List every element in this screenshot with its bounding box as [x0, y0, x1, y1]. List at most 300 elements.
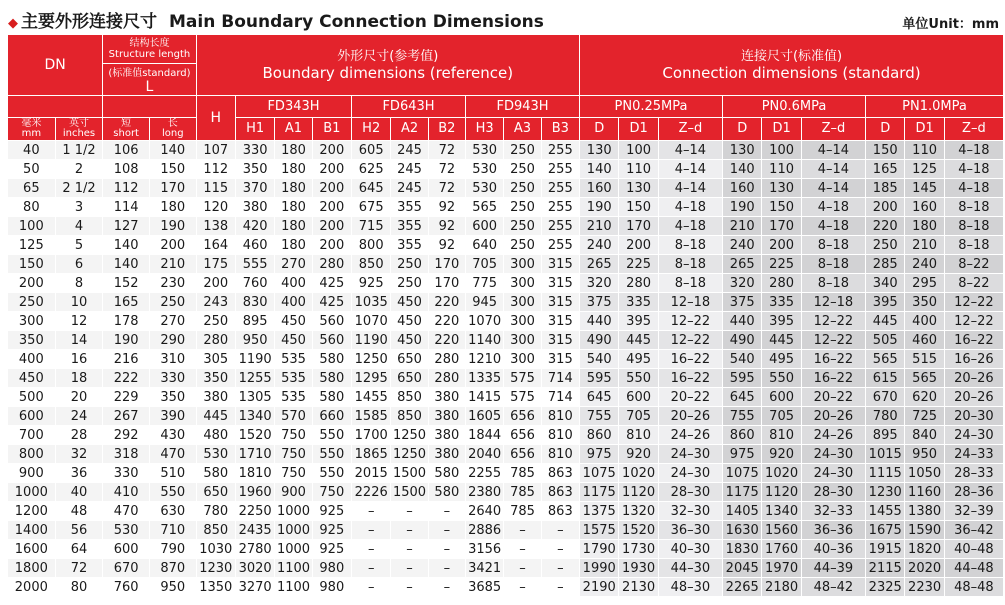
- structure-std-label: (标准值standard): [108, 68, 191, 79]
- table-row: [8, 293, 1004, 312]
- table-cell: 920: [619, 445, 658, 464]
- table-cell: 150: [619, 198, 658, 217]
- table-cell: 565: [866, 350, 905, 369]
- table-cell: 65: [8, 179, 56, 198]
- connection-header: [580, 35, 1004, 96]
- table-cell: 600: [465, 217, 503, 236]
- table-cell: 315: [541, 331, 579, 350]
- table-cell: 220: [866, 217, 905, 236]
- table-cell: 1140: [465, 331, 503, 350]
- table-cell: 315: [541, 293, 579, 312]
- table-cell: 170: [428, 274, 465, 293]
- title-en: Main Boundary Connection Dimensions: [169, 12, 544, 32]
- table-cell: 2130: [619, 578, 658, 597]
- table-cell: 600: [103, 540, 150, 559]
- table-cell: 656: [504, 426, 541, 445]
- table-cell: –: [352, 540, 391, 559]
- table-cell: 895: [866, 426, 905, 445]
- table-cell: 575: [504, 369, 541, 388]
- table-cell: 300: [504, 255, 541, 274]
- table-cell: 125: [905, 160, 944, 179]
- table-cell: 160: [580, 179, 619, 198]
- table-cell: 185: [866, 179, 905, 198]
- sub-header: D1: [905, 118, 944, 141]
- sub-header: D: [723, 118, 762, 141]
- table-cell: 1250: [352, 350, 391, 369]
- table-cell: 106: [103, 141, 150, 160]
- table-cell: 1015: [866, 445, 905, 464]
- table-cell: 130: [580, 141, 619, 160]
- table-cell: 755: [580, 407, 619, 426]
- table-cell: –: [352, 559, 391, 578]
- table-cell: 335: [619, 293, 658, 312]
- table-cell: 92: [428, 236, 465, 255]
- table-cell: 410: [103, 483, 150, 502]
- table-cell: 114: [103, 198, 150, 217]
- table-cell: 850: [196, 521, 235, 540]
- table-cell: 925: [312, 540, 351, 559]
- table-cell: 810: [762, 426, 801, 445]
- table-cell: 178: [103, 312, 150, 331]
- table-cell: 1100: [275, 559, 312, 578]
- sub-header: A3: [504, 118, 541, 141]
- table-cell: 1605: [465, 407, 503, 426]
- table-cell: 305: [196, 350, 235, 369]
- table-cell: 180: [275, 236, 312, 255]
- table-cell: 200: [149, 236, 196, 255]
- table-cell: 2020: [905, 559, 944, 578]
- table-cell: 4–14: [658, 179, 722, 198]
- table-cell: 8–18: [658, 236, 722, 255]
- table-cell: 535: [275, 369, 312, 388]
- table-cell: 580: [312, 369, 351, 388]
- table-cell: 24–26: [658, 426, 722, 445]
- table-cell: 380: [235, 198, 274, 217]
- fd343h-header: FD343H: [235, 96, 351, 118]
- table-cell: 980: [312, 578, 351, 597]
- table-cell: 24–30: [801, 445, 865, 464]
- table-cell: 760: [103, 578, 150, 597]
- sub-header: B1: [312, 118, 351, 141]
- table-cell: 2045: [723, 559, 762, 578]
- table-cell: 3020: [235, 559, 274, 578]
- table-cell: 44–30: [658, 559, 722, 578]
- table-cell: 110: [762, 160, 801, 179]
- table-cell: 36–36: [801, 521, 865, 540]
- table-cell: 190: [103, 331, 150, 350]
- table-cell: 2226: [352, 483, 391, 502]
- table-cell: 1120: [762, 483, 801, 502]
- table-cell: 714: [541, 369, 579, 388]
- table-cell: 2325: [866, 578, 905, 597]
- table-cell: 1400: [8, 521, 56, 540]
- table-cell: 245: [391, 141, 428, 160]
- table-cell: 1630: [723, 521, 762, 540]
- table-cell: 470: [149, 445, 196, 464]
- table-cell: 36: [55, 464, 103, 483]
- table-cell: 150: [149, 160, 196, 179]
- table-cell: 265: [723, 255, 762, 274]
- boundary-header: [196, 35, 579, 96]
- table-cell: 4: [55, 217, 103, 236]
- table-cell: 330: [149, 369, 196, 388]
- table-cell: 210: [905, 236, 944, 255]
- table-cell: 108: [103, 160, 150, 179]
- table-cell: 450: [8, 369, 56, 388]
- table-cell: 750: [275, 426, 312, 445]
- table-cell: –: [352, 502, 391, 521]
- table-cell: 1585: [352, 407, 391, 426]
- table-cell: 1000: [275, 521, 312, 540]
- table-cell: 565: [465, 198, 503, 217]
- table-cell: 12–18: [801, 293, 865, 312]
- table-cell: 1960: [235, 483, 274, 502]
- table-cell: 150: [8, 255, 56, 274]
- table-cell: 580: [428, 464, 465, 483]
- table-cell: 850: [391, 388, 428, 407]
- sub-header: B2: [428, 118, 465, 141]
- table-cell: 20–26: [801, 407, 865, 426]
- table-cell: 2180: [762, 578, 801, 597]
- table-cell: 450: [275, 312, 312, 331]
- table-cell: 800: [352, 236, 391, 255]
- table-cell: 210: [149, 255, 196, 274]
- table-cell: 535: [275, 350, 312, 369]
- long-cn: 长: [167, 118, 178, 129]
- table-cell: 295: [905, 274, 944, 293]
- table-cell: 1175: [723, 483, 762, 502]
- table-row: [8, 559, 1004, 578]
- table-cell: 705: [762, 407, 801, 426]
- table-cell: 180: [275, 160, 312, 179]
- table-cell: 440: [580, 312, 619, 331]
- table-cell: 16–22: [801, 369, 865, 388]
- table-cell: 2380: [465, 483, 503, 502]
- table-cell: 1415: [465, 388, 503, 407]
- table-cell: 640: [465, 236, 503, 255]
- table-cell: 250: [504, 141, 541, 160]
- table-cell: 315: [541, 255, 579, 274]
- table-cell: 130: [619, 179, 658, 198]
- table-cell: 390: [149, 407, 196, 426]
- table-cell: 1590: [905, 521, 944, 540]
- table-cell: 1350: [196, 578, 235, 597]
- table-row: [8, 483, 1004, 502]
- table-cell: 580: [428, 483, 465, 502]
- sub-header: D1: [762, 118, 801, 141]
- table-cell: 1820: [905, 540, 944, 559]
- table-cell: 950: [905, 445, 944, 464]
- table-cell: 445: [619, 331, 658, 350]
- table-cell: 530: [103, 521, 150, 540]
- table-cell: 4–14: [801, 141, 865, 160]
- table-cell: 280: [196, 331, 235, 350]
- table-cell: 255: [541, 217, 579, 236]
- table-cell: 530: [465, 160, 503, 179]
- table-cell: –: [541, 521, 579, 540]
- table-cell: 250: [391, 274, 428, 293]
- table-cell: 600: [762, 388, 801, 407]
- table-cell: 222: [103, 369, 150, 388]
- table-cell: 2230: [905, 578, 944, 597]
- table-cell: 1760: [762, 540, 801, 559]
- table-cell: 40–36: [801, 540, 865, 559]
- table-cell: 250: [8, 293, 56, 312]
- table-cell: 255: [541, 141, 579, 160]
- table-cell: 395: [866, 293, 905, 312]
- table-cell: 750: [275, 464, 312, 483]
- table-cell: 115: [196, 179, 235, 198]
- table-cell: 180: [275, 141, 312, 160]
- table-cell: 1075: [580, 464, 619, 483]
- table-cell: 12–22: [801, 312, 865, 331]
- table-cell: –: [352, 521, 391, 540]
- table-cell: 670: [866, 388, 905, 407]
- table-cell: 245: [391, 179, 428, 198]
- table-cell: 8–18: [801, 274, 865, 293]
- table-cell: 80: [8, 198, 56, 217]
- boundary-cn: 外形尺寸(参考值): [337, 49, 439, 64]
- table-cell: 164: [196, 236, 235, 255]
- table-cell: 450: [275, 331, 312, 350]
- table-cell: 127: [103, 217, 150, 236]
- table-cell: 292: [103, 426, 150, 445]
- table-cell: 1230: [196, 559, 235, 578]
- table-cell: 200: [196, 274, 235, 293]
- table-cell: 92: [428, 198, 465, 217]
- table-cell: 36–42: [944, 521, 1003, 540]
- table-cell: 860: [723, 426, 762, 445]
- table-cell: 925: [352, 274, 391, 293]
- table-cell: 220: [428, 312, 465, 331]
- table-cell: 510: [149, 464, 196, 483]
- table-cell: 350: [235, 160, 274, 179]
- table-cell: 300: [504, 274, 541, 293]
- l-spacer: [103, 96, 196, 118]
- dimensions-table: [7, 34, 1004, 597]
- table-cell: 420: [235, 217, 274, 236]
- table-cell: 495: [619, 350, 658, 369]
- table-cell: 675: [352, 198, 391, 217]
- table-cell: 28–30: [658, 483, 722, 502]
- table-cell: 300: [504, 293, 541, 312]
- table-cell: 130: [723, 141, 762, 160]
- sub-header: Z–d: [944, 118, 1003, 141]
- table-cell: 4–18: [944, 141, 1003, 160]
- table-cell: 1865: [352, 445, 391, 464]
- dn-header: DN: [8, 35, 103, 96]
- table-cell: 550: [312, 426, 351, 445]
- table-cell: 200: [312, 179, 351, 198]
- table-cell: 4–18: [801, 198, 865, 217]
- table-cell: 8–18: [658, 274, 722, 293]
- table-cell: 280: [762, 274, 801, 293]
- table-cell: 1340: [235, 407, 274, 426]
- table-cell: –: [391, 521, 428, 540]
- table-cell: 800: [8, 445, 56, 464]
- table-cell: 40: [55, 483, 103, 502]
- sub-header: H1: [235, 118, 274, 141]
- table-cell: 1405: [723, 502, 762, 521]
- table-row: [8, 160, 1004, 179]
- table-cell: 44–48: [944, 559, 1003, 578]
- table-cell: 48: [55, 502, 103, 521]
- table-cell: 8–22: [944, 255, 1003, 274]
- table-cell: 230: [149, 274, 196, 293]
- table-cell: 16–22: [801, 350, 865, 369]
- table-cell: 1000: [275, 540, 312, 559]
- table-cell: 138: [196, 217, 235, 236]
- table-cell: 810: [541, 426, 579, 445]
- table-cell: 216: [103, 350, 150, 369]
- table-cell: –: [391, 559, 428, 578]
- table-cell: 1000: [275, 502, 312, 521]
- table-row: [8, 521, 1004, 540]
- table-cell: 265: [580, 255, 619, 274]
- table-cell: 850: [352, 255, 391, 274]
- table-cell: 540: [723, 350, 762, 369]
- table-cell: 500: [8, 388, 56, 407]
- table-cell: –: [428, 540, 465, 559]
- table-cell: 580: [312, 350, 351, 369]
- table-cell: 180: [275, 198, 312, 217]
- table-cell: 8–22: [944, 274, 1003, 293]
- table-cell: 430: [149, 426, 196, 445]
- table-cell: 645: [580, 388, 619, 407]
- connection-cn: 连接尺寸(标准值): [740, 49, 843, 64]
- table-cell: 555: [235, 255, 274, 274]
- table-cell: 460: [905, 331, 944, 350]
- table-cell: 160: [723, 179, 762, 198]
- table-cell: 280: [428, 369, 465, 388]
- table-cell: 12–18: [658, 293, 722, 312]
- table-cell: 14: [55, 331, 103, 350]
- table-cell: 315: [541, 312, 579, 331]
- table-cell: 300: [504, 331, 541, 350]
- table-cell: 860: [580, 426, 619, 445]
- table-cell: 1160: [905, 483, 944, 502]
- table-cell: 950: [149, 578, 196, 597]
- table-row: [8, 540, 1004, 559]
- table-cell: 375: [723, 293, 762, 312]
- table-cell: 28–30: [801, 483, 865, 502]
- table-cell: 267: [103, 407, 150, 426]
- table-cell: 350: [8, 331, 56, 350]
- table-cell: 4–18: [944, 179, 1003, 198]
- table-row: [8, 578, 1004, 597]
- pn025-header: PN0.25MPa: [580, 96, 723, 118]
- table-cell: 670: [103, 559, 150, 578]
- table-cell: 320: [723, 274, 762, 293]
- table-cell: 50: [8, 160, 56, 179]
- table-cell: 300: [8, 312, 56, 331]
- table-cell: 575: [504, 388, 541, 407]
- table-cell: 152: [103, 274, 150, 293]
- table-cell: 240: [723, 236, 762, 255]
- table-cell: 240: [580, 236, 619, 255]
- table-cell: 1050: [905, 464, 944, 483]
- table-cell: 1190: [235, 350, 274, 369]
- table-cell: 250: [504, 217, 541, 236]
- table-cell: 190: [723, 198, 762, 217]
- table-cell: 595: [723, 369, 762, 388]
- table-cell: 1675: [866, 521, 905, 540]
- table-cell: 270: [275, 255, 312, 274]
- table-row: [8, 350, 1004, 369]
- table-cell: 1455: [352, 388, 391, 407]
- table-cell: 1100: [275, 578, 312, 597]
- table-cell: –: [391, 578, 428, 597]
- table-cell: 36–30: [658, 521, 722, 540]
- sub-header: B3: [541, 118, 579, 141]
- table-cell: 1335: [465, 369, 503, 388]
- table-cell: 20–26: [944, 369, 1003, 388]
- mm-en: mm: [21, 128, 42, 139]
- table-cell: 72: [428, 160, 465, 179]
- table-cell: 600: [8, 407, 56, 426]
- table-cell: 560: [312, 331, 351, 350]
- table-cell: 370: [235, 179, 274, 198]
- table-row: [8, 255, 1004, 274]
- table-cell: 4–14: [658, 141, 722, 160]
- table-cell: 180: [275, 217, 312, 236]
- header-bar: [0, 0, 1005, 34]
- table-row: [8, 274, 1004, 293]
- table-cell: 318: [103, 445, 150, 464]
- table-cell: 480: [196, 426, 235, 445]
- unit-label: 单位Unit：mm: [902, 17, 999, 32]
- table-cell: 12–22: [658, 331, 722, 350]
- table-cell: 395: [619, 312, 658, 331]
- mm-cn: 毫米: [21, 118, 42, 129]
- table-cell: 600: [619, 388, 658, 407]
- table-cell: 330: [235, 141, 274, 160]
- table-cell: 2015: [352, 464, 391, 483]
- table-cell: 24–30: [658, 445, 722, 464]
- short-cn: 短: [121, 118, 132, 129]
- pn10-header: PN1.0MPa: [866, 96, 1004, 118]
- table-cell: 1200: [8, 502, 56, 521]
- table-row: [8, 369, 1004, 388]
- long-header: [149, 118, 196, 141]
- table-cell: 1075: [723, 464, 762, 483]
- table-cell: 120: [196, 198, 235, 217]
- sub-header: A2: [391, 118, 428, 141]
- table-cell: 8–18: [801, 236, 865, 255]
- table-cell: 16: [55, 350, 103, 369]
- table-cell: 830: [235, 293, 274, 312]
- table-cell: 3685: [465, 578, 503, 597]
- table-cell: 340: [866, 274, 905, 293]
- table-cell: 200: [762, 236, 801, 255]
- table-cell: 900: [275, 483, 312, 502]
- table-cell: 280: [428, 350, 465, 369]
- table-cell: 2255: [465, 464, 503, 483]
- table-cell: 130: [762, 179, 801, 198]
- table-cell: 425: [312, 274, 351, 293]
- table-cell: 250: [391, 255, 428, 274]
- table-cell: 395: [762, 312, 801, 331]
- inch-header: [55, 118, 103, 141]
- table-cell: 425: [312, 293, 351, 312]
- table-cell: 705: [619, 407, 658, 426]
- table-cell: 200: [312, 141, 351, 160]
- table-cell: 4–18: [801, 217, 865, 236]
- h-header: H: [196, 96, 235, 141]
- table-cell: 1035: [352, 293, 391, 312]
- table-cell: 863: [541, 502, 579, 521]
- table-cell: 1020: [619, 464, 658, 483]
